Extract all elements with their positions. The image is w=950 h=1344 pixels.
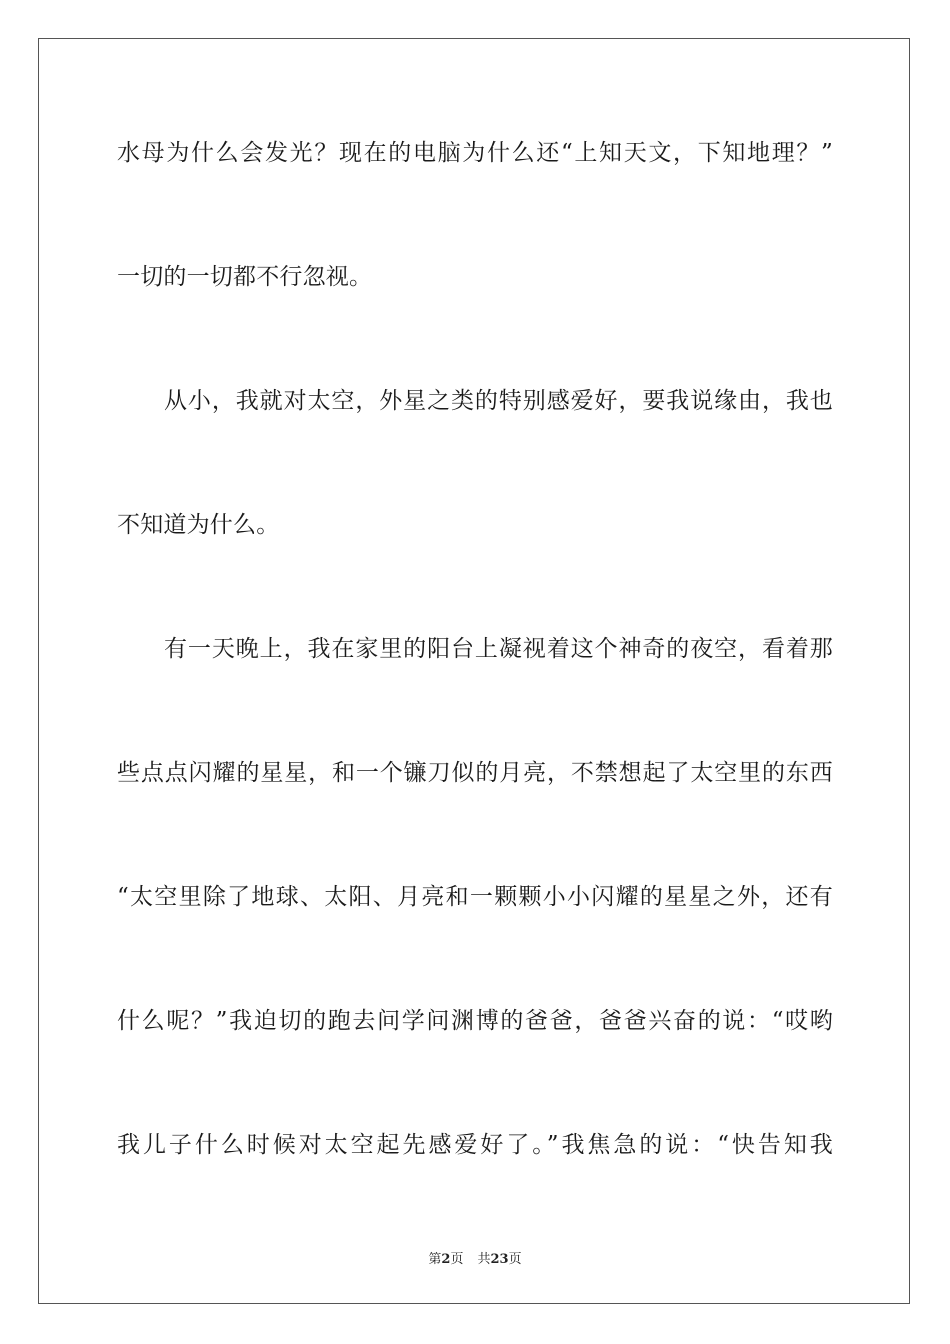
footer-total-pages: 23 (490, 1252, 509, 1267)
text-line-4: 不知道为什么。 (117, 512, 280, 538)
text-line-7: “太空里除了地球、太阳、月亮和一颗颗小小闪耀的星星之外，还有 (117, 884, 833, 910)
text-line-5: 有一天晚上，我在家里的阳台上凝视着这个神奇的夜空，看着那 (164, 636, 833, 662)
text-line-9: 我儿子什么时候对太空起先感爱好了。”我焦急的说：“快告知我 (117, 1132, 833, 1158)
footer-total-suffix: 页 (508, 1252, 522, 1267)
footer-page-number: 2 (441, 1252, 451, 1267)
text-line-2: 一切的一切都不行忽视。 (117, 264, 373, 290)
text-line-8: 什么呢？”我迫切的跑去问学问渊博的爸爸，爸爸兴奋的说：“哎哟 (117, 1008, 833, 1034)
text-line-3: 从小，我就对太空，外星之类的特别感爱好，要我说缘由，我也 (164, 388, 833, 414)
text-line-6: 些点点闪耀的星星，和一个镰刀似的月亮，不禁想起了太空里的东西 (117, 760, 833, 786)
text-line-1: 水母为什么会发光？现在的电脑为什么还“上知天文，下知地理？” (117, 140, 833, 166)
footer-total-prefix: 共 (477, 1252, 491, 1267)
footer-page-prefix: 第 (428, 1252, 442, 1267)
page-footer (0, 1248, 950, 1267)
footer-page-suffix: 页 (450, 1252, 464, 1267)
page-border (38, 38, 910, 1304)
